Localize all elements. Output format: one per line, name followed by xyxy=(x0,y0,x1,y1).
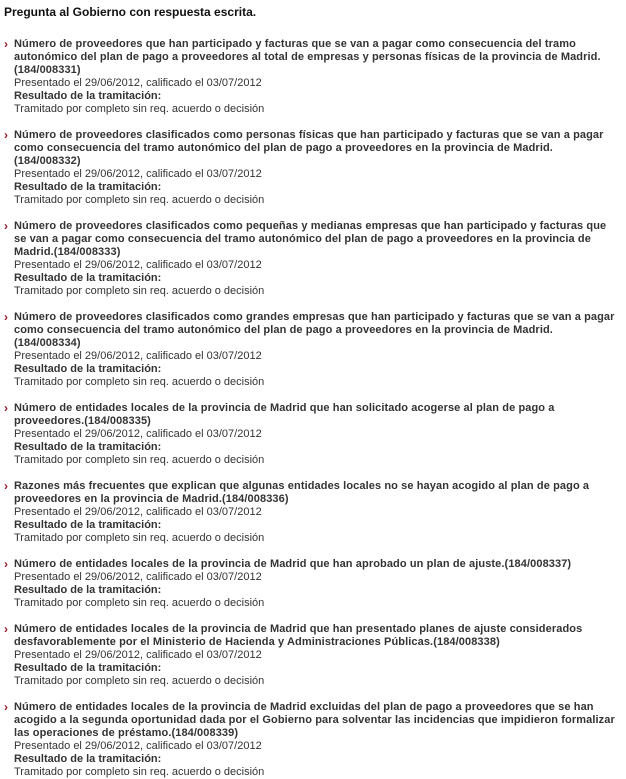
entry-result: Tramitado por completo sin req. acuerdo o decisión xyxy=(14,454,265,466)
page-title: Pregunta al Gobierno con respuesta escrita. xyxy=(4,5,257,19)
entry-dates: Presentado el 29/06/2012, calificado el 03/07/2012 xyxy=(14,259,262,271)
entry-result-label: Resultado de la tramitación: xyxy=(14,441,162,453)
entry-result: Tramitado por completo sin req. acuerdo o decisión xyxy=(14,675,265,687)
list-item xyxy=(4,311,622,389)
list-item xyxy=(4,220,622,298)
entry-result-label: Resultado de la tramitación: xyxy=(14,584,162,596)
entry-dates: Presentado el 29/06/2012, calificado el 03/07/2012 xyxy=(14,168,262,180)
entry-result-label: Resultado de la tramitación: xyxy=(14,519,162,531)
entry-result: Tramitado por completo sin req. acuerdo o decisión xyxy=(14,597,265,609)
entry-result: Tramitado por completo sin req. acuerdo o decisión xyxy=(14,285,265,297)
entry-title-link[interactable]: Número de proveedores clasificados como grandes empresas que han participado y facturas que se van a pagar como consecuencia del tramo autonómico del plan de pago a proveedores en la provincia de Madrid.(184/008334) xyxy=(14,311,615,349)
entry-result: Tramitado por completo sin req. acuerdo o decisión xyxy=(14,532,265,544)
entry-dates: Presentado el 29/06/2012, calificado el 03/07/2012 xyxy=(14,571,262,583)
entry-title-link[interactable]: Número de entidades locales de la provincia de Madrid que han solicitado acogerse al plan de pago a proveedores.(184/008335) xyxy=(14,402,555,427)
chevron-right-icon: › xyxy=(4,219,8,233)
list-item xyxy=(4,558,622,610)
entry-title-link[interactable]: Número de entidades locales de la provincia de Madrid que han presentado planes de ajuste considerados desfavorablemente por el Ministerio de Hacienda y Administraciones Públicas.(184/008338) xyxy=(14,623,583,648)
entry-title-link[interactable]: Número de proveedores clasificados como personas físicas que han participado y facturas que se van a pagar como consecuencia del tramo autonómico del plan de pago a proveedores en la provincia de Madrid.(184/008332) xyxy=(14,129,604,167)
list-item xyxy=(4,38,622,116)
chevron-right-icon: › xyxy=(4,557,8,571)
entry-dates: Presentado el 29/06/2012, calificado el 03/07/2012 xyxy=(14,506,262,518)
entries-list xyxy=(4,38,622,779)
chevron-right-icon: › xyxy=(4,622,8,636)
list-item xyxy=(4,623,622,688)
entry-result-label: Resultado de la tramitación: xyxy=(14,662,162,674)
entry-result: Tramitado por completo sin req. acuerdo o decisión xyxy=(14,766,265,778)
entry-dates: Presentado el 29/06/2012, calificado el 03/07/2012 xyxy=(14,428,262,440)
chevron-right-icon: › xyxy=(4,37,8,51)
entry-result-label: Resultado de la tramitación: xyxy=(14,181,162,193)
entry-dates: Presentado el 29/06/2012, calificado el 03/07/2012 xyxy=(14,77,262,89)
entry-dates: Presentado el 29/06/2012, calificado el 03/07/2012 xyxy=(14,649,262,661)
entry-result: Tramitado por completo sin req. acuerdo o decisión xyxy=(14,194,265,206)
list-item xyxy=(4,129,622,207)
entry-result: Tramitado por completo sin req. acuerdo o decisión xyxy=(14,376,265,388)
entry-title-link[interactable]: Número de proveedores que han participado y facturas que se van a pagar como consecuencia del tramo autonómico del plan de pago a proveedores al total de empresas y personas físicas de la provincia de Madrid.(184/008331) xyxy=(14,38,601,76)
chevron-right-icon: › xyxy=(4,310,8,324)
chevron-right-icon: › xyxy=(4,700,8,714)
list-item xyxy=(4,402,622,467)
entry-title-link[interactable]: Número de entidades locales de la provincia de Madrid que han aprobado un plan de ajuste.(184/008337) xyxy=(14,558,572,570)
chevron-right-icon: › xyxy=(4,128,8,142)
entry-dates: Presentado el 29/06/2012, calificado el 03/07/2012 xyxy=(14,350,262,362)
entry-result-label: Resultado de la tramitación: xyxy=(14,90,162,102)
entry-result-label: Resultado de la tramitación: xyxy=(14,272,162,284)
entry-title-link[interactable]: Número de proveedores clasificados como pequeñas y medianas empresas que han participado y facturas que se van a pagar como consecuencia del tramo autonómico del plan de pago a proveedores en la provincia de Madrid.(184/008333) xyxy=(14,220,607,258)
entry-title-link[interactable]: Razones más frecuentes que explican que algunas entidades locales no se hayan acogido al plan de pago a proveedores en la provincia de Madrid.(184/008336) xyxy=(14,480,590,505)
entry-title-link[interactable]: Número de entidades locales de la provincia de Madrid excluidas del plan de pago a proveedores que se han acogido a la segunda oportunidad dada por el Gobierno para solventar las incidencias que impidieron formalizar las operaciones de préstamo.(184/008339) xyxy=(14,701,615,739)
entry-result: Tramitado por completo sin req. acuerdo o decisión xyxy=(14,103,265,115)
entry-result-label: Resultado de la tramitación: xyxy=(14,363,162,375)
entry-dates: Presentado el 29/06/2012, calificado el 03/07/2012 xyxy=(14,740,262,752)
chevron-right-icon: › xyxy=(4,401,8,415)
chevron-right-icon: › xyxy=(4,479,8,493)
entry-result-label: Resultado de la tramitación: xyxy=(14,753,162,765)
list-item xyxy=(4,701,622,779)
list-item xyxy=(4,480,622,545)
